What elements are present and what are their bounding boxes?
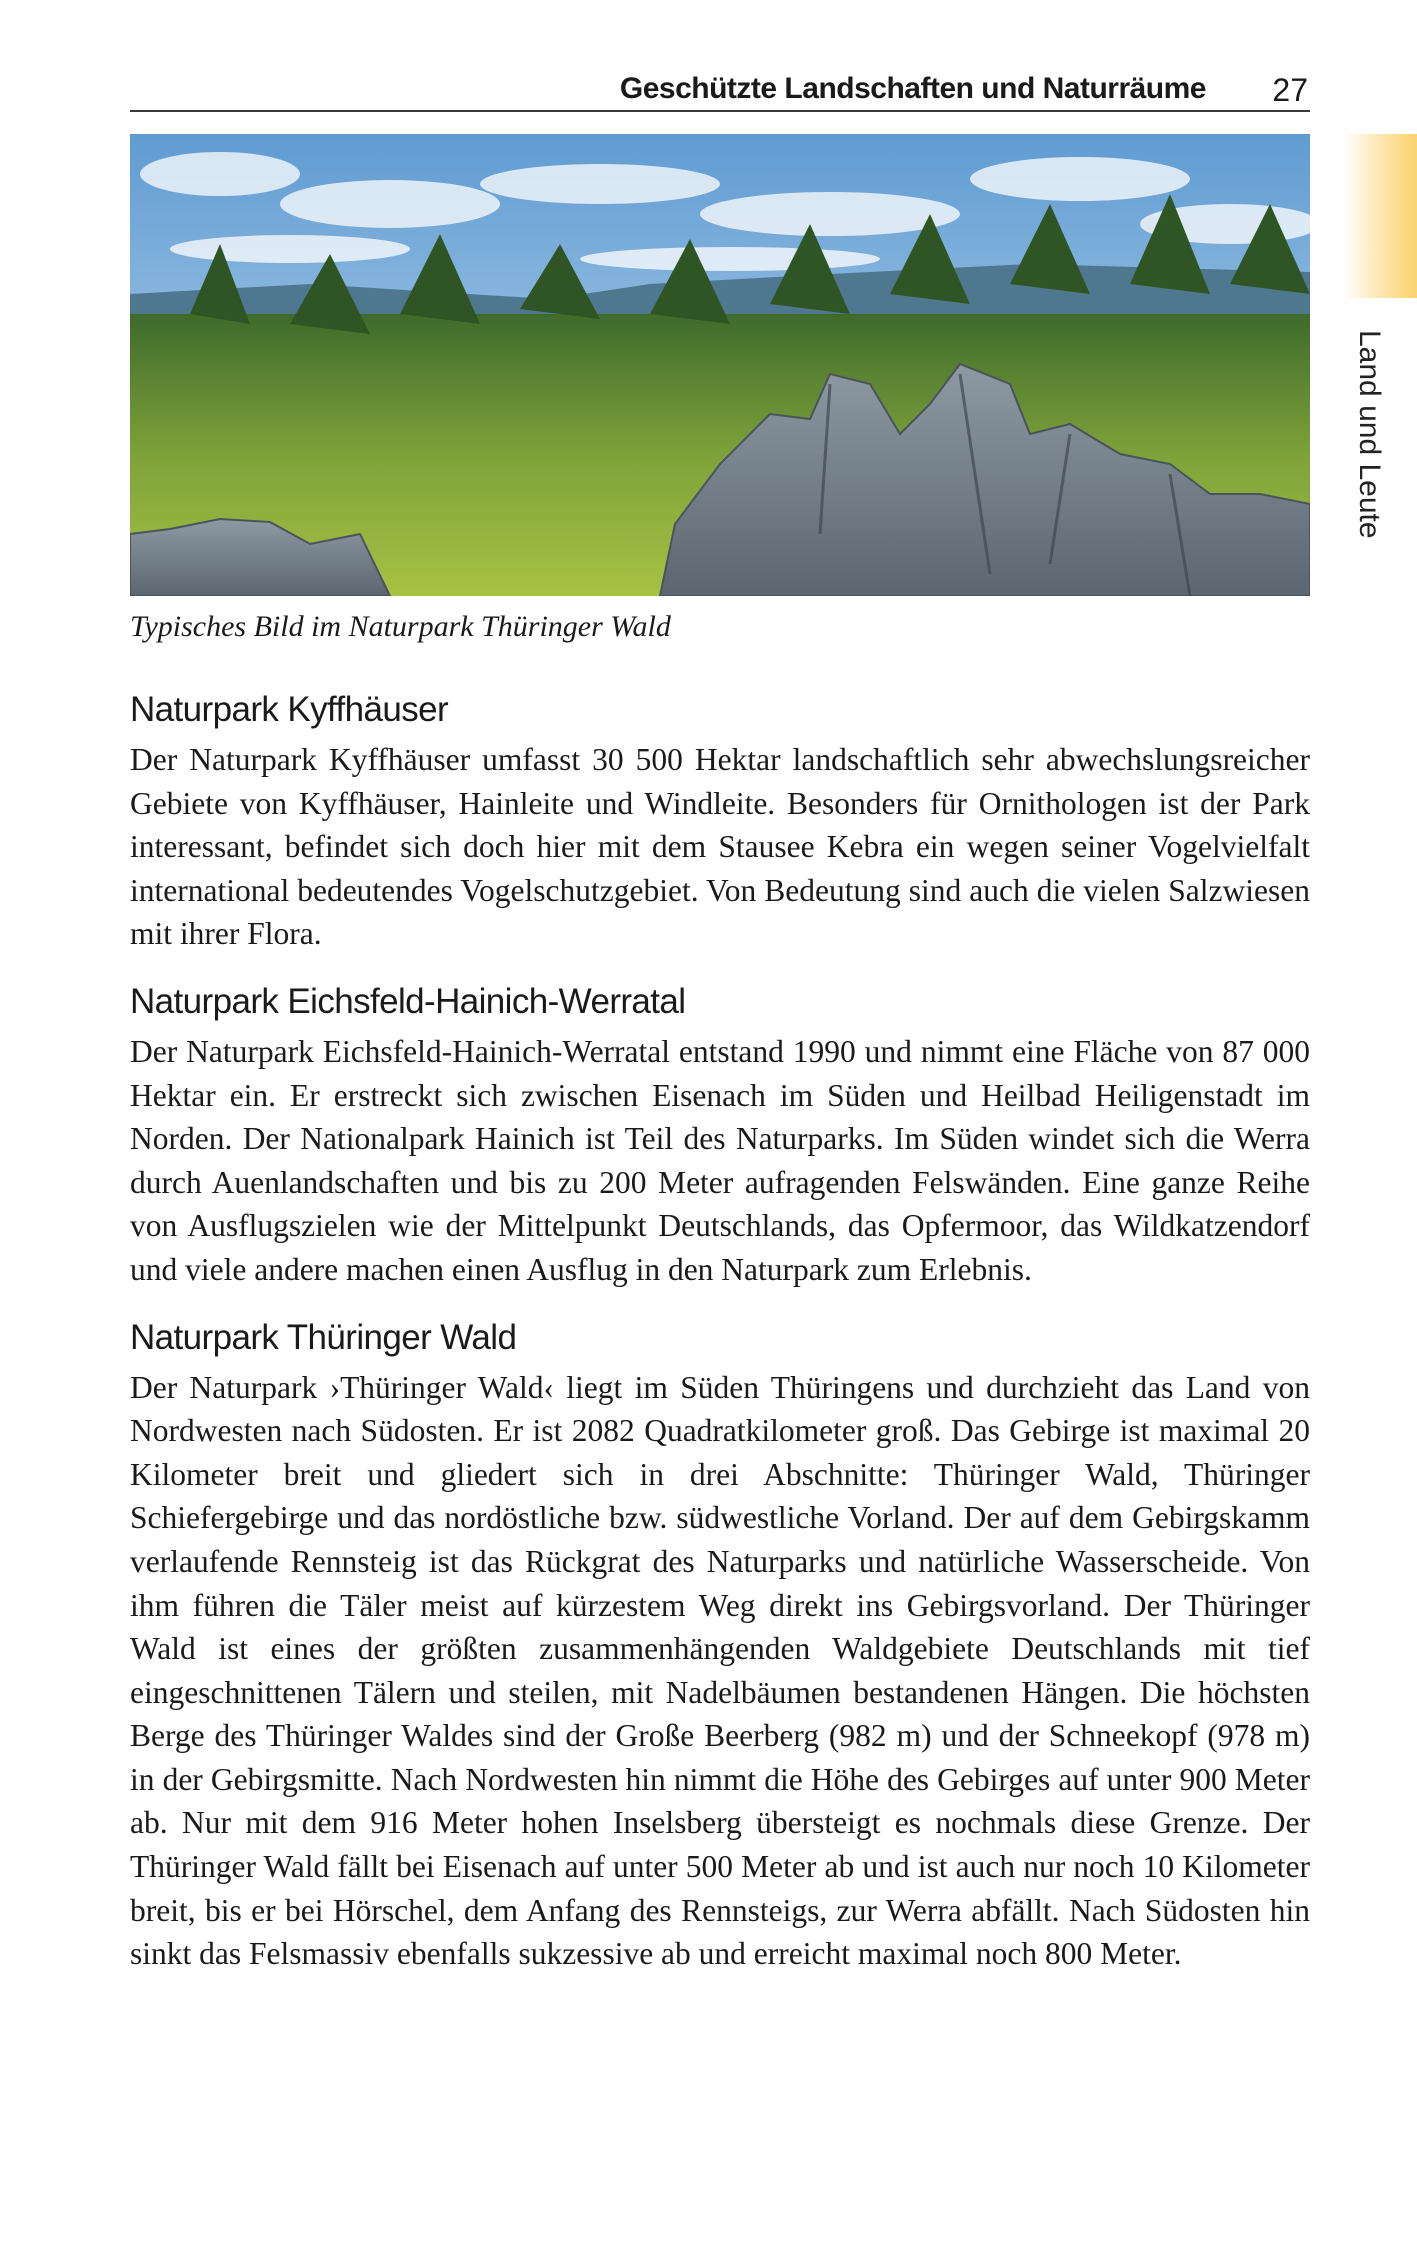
- section-paragraph: Der Naturpark ›Thüringer Wald‹ liegt im Süden Thüringens und durchzieht das Land von Nordwesten nach Südosten. Er ist 2082 Quadratkilometer groß. Das Gebirge ist maximal 20 Kilometer breit und gliedert sich in drei Abschnitte: Thüringer Wald, Thüringer Schiefergebirge und das nordöstliche bzw. südwestliche Vorland. Der auf dem Gebirgskamm verlaufende Rennsteig ist das Rückgrat des Naturparks und natürliche Wasserscheide. Von ihm führen die Täler meist auf kürzestem Weg direkt ins Gebirgsvorland. Der Thüringer Wald ist eines der größten zusammenhängenden Waldgebiete Deutschlands mit tief eingeschnittenen Tälern und steilen, mit Nadelbäumen bestandenen Hängen. Die höchsten Berge des Thüringer Waldes sind der Große Beerberg (982 m) und der Schneekopf (978 m) in der Gebirgsmitte. Nach Nordwesten hin nimmt die Höhe des Gebirges auf unter 900 Meter ab. Nur mit dem 916 Meter hohen Inselsberg übersteigt es nochmals diese Grenze. Der Thüringer Wald fällt bei Eisenach auf unter 500 Meter ab und ist auch nur noch 10 Kilometer breit, bis er bei Hörschel, dem Anfang des Rennsteigs, zur Werra abfällt. Nach Südosten hin sinkt das Felsmassiv ebenfalls sukzessive ab und erreicht maximal noch 800 Meter.: [130, 1369, 1310, 1972]
- chapter-thumb-tab: [1343, 134, 1417, 298]
- section-heading: Naturpark Eichsfeld-Hainich-Werratal: [130, 981, 686, 1021]
- chapter-label-text: Land und Leute: [1353, 330, 1386, 539]
- section-heading: Naturpark Kyffhäuser: [130, 690, 449, 729]
- section-paragraph: Der Naturpark Kyffhäuser umfasst 30 500 Hektar landschaftlich sehr abwechslungsreicher Gebiete von Kyffhäuser, Hainleite und Windleite. Besonders für Ornithologen ist der Park interessant, befindet sich doch hier mit dem Stausee Kebra ein wegen seiner Vogelvielfalt international bedeutendes Vogelschutzgebiet. Von Bedeutung sind auch die vielen Salzwiesen mit ihrer Flora.: [130, 742, 1310, 952]
- forest-rock-image-icon: [130, 134, 1310, 596]
- running-head-title: Geschützte Landschaften und Naturräume: [619, 72, 1206, 105]
- running-head: [130, 66, 1310, 112]
- section-kyffhaeuser: [130, 684, 1310, 956]
- section-thueringer-wald: [130, 1312, 1310, 1976]
- section-heading: Naturpark Thüringer Wald: [130, 1317, 517, 1357]
- section-paragraph: Der Naturpark Eichsfeld-Hainich-Werratal entstand 1990 und nimmt eine Fläche von 87 000 Hektar ein. Er erstreckt sich zwischen Eisenach im Süden und Heilbad Heiligenstadt im Norden. Der Nationalpark Hainich ist Teil des Naturparks. Im Süden windet sich die Werra durch Auenlandschaften und bis zu 200 Meter aufragenden Felswänden. Eine ganze Reihe von Ausflugszielen wie der Mittelpunkt Deutschlands, das Opfermoor, das Wildkatzendorf und viele andere machen einen Ausflug in den Naturpark zum Erlebnis.: [130, 1033, 1310, 1287]
- section-eichsfeld-hainich-werratal: [130, 976, 1310, 1292]
- page-number: 27: [1272, 72, 1308, 108]
- landscape-photo: [130, 134, 1310, 596]
- figure-caption: Typisches Bild im Naturpark Thüringer Wald: [130, 610, 671, 643]
- article-body: [130, 684, 1310, 1996]
- chapter-side-label: [1338, 330, 1408, 560]
